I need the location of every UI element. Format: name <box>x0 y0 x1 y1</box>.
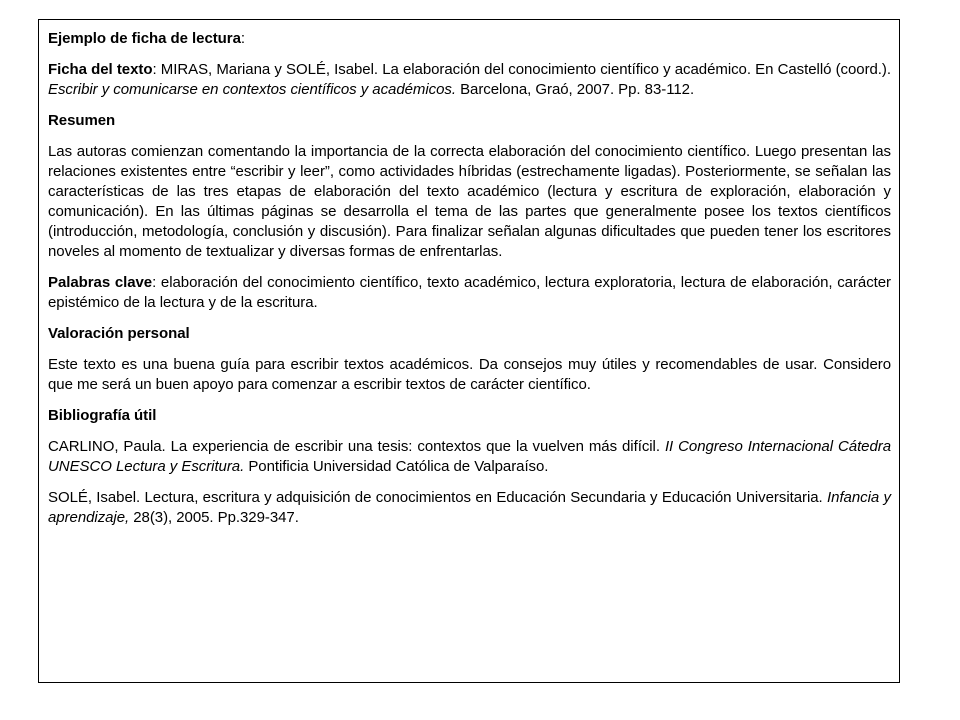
ficha-book-title: Escribir y comunicarse en contextos científicos y académicos. <box>48 81 456 98</box>
ficha-paragraph <box>48 60 891 100</box>
ficha-sep: : <box>152 61 161 78</box>
card-title <box>48 29 891 49</box>
reading-card <box>38 19 900 683</box>
resumen-heading-text: Resumen <box>48 112 116 129</box>
bibliografia-heading-text: Bibliografía útil <box>48 407 157 424</box>
bibliografia-ref-1 <box>48 437 891 477</box>
ficha-text-1: MIRAS, Mariana y SOLÉ, Isabel. La elaboración del conocimiento científico y académico. En Castelló (coord.). <box>160 61 891 78</box>
card-title-text: Ejemplo de ficha de lectura <box>48 30 241 47</box>
ref2-text-1: SOLÉ, Isabel. Lectura, escritura y adquisición de conocimientos en Educación Secundaria y Educación Universitaria. <box>48 489 828 506</box>
resumen-heading <box>48 111 891 131</box>
ref2-italic: Infancia y aprendizaje, <box>48 489 891 526</box>
valoracion-heading <box>48 324 891 344</box>
bibliografia-ref-2 <box>48 488 891 528</box>
palabras-paragraph <box>48 273 891 313</box>
bibliografia-heading <box>48 406 891 426</box>
ficha-text-2: Barcelona, Graó, 2007. Pp. 83-112. <box>455 81 695 98</box>
palabras-label: Palabras clave <box>48 274 153 291</box>
valoracion-heading-text: Valoración personal <box>48 325 190 342</box>
valoracion-body: Este texto es una buena guía para escribir textos académicos. Da consejos muy útiles y recomendables de usar. Considero que me será un buen apoyo para comenzar a escribir textos de carácter científico. <box>48 356 891 393</box>
palabras-sep: : <box>152 274 161 291</box>
ref1-italic: II Congreso Internacional Cátedra UNESCO Lectura y Escritura. <box>48 438 892 475</box>
ref2-text-2: 28(3), 2005. Pp.329-347. <box>129 509 299 526</box>
ref1-text-2: Pontificia Universidad Católica de Valparaíso. <box>244 458 549 475</box>
ref1-text-1: CARLINO, Paula. La experiencia de escribir una tesis: contextos que la vuelven más difícil. <box>48 438 665 455</box>
resumen-body: Las autoras comienzan comentando la importancia de la correcta elaboración del conocimiento científico. Luego presentan las relaciones existentes entre “escribir y leer”, como actividades híbridas (estrechamente ligadas). Posteriormente, se señalan las características de las tres etapas de elaboración del texto académico (lectura y escritura de exploración, elaboración y comunicación). En las últimas páginas se desarrolla el tema de las partes que generalmente posee los textos científicos (introducción, metodología, conclusión y discusión). Para finalizar señalan algunas dificultades que pueden tener los escritores noveles al momento de textualizar y diversas formas de enfrentarlas. <box>48 143 891 260</box>
palabras-text: elaboración del conocimiento científico, texto académico, lectura exploratoria, lectura de elaboración, carácter epistémico de la lectura y de la escritura. <box>48 274 891 311</box>
card-title-colon: : <box>240 30 245 47</box>
ficha-label: Ficha del texto <box>48 61 153 78</box>
